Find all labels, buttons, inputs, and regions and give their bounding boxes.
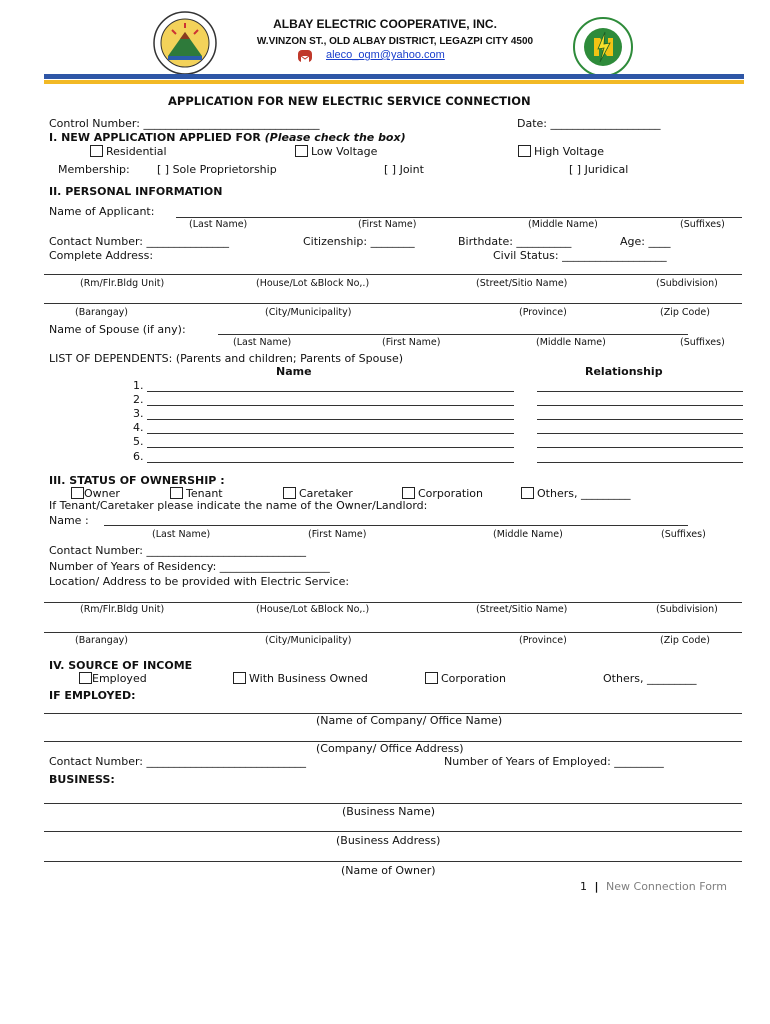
svc-addr-province: (Province) <box>519 635 567 646</box>
addr-zip: (Zip Code) <box>660 307 710 318</box>
address-line-1[interactable] <box>44 274 742 275</box>
addr-street: (Street/Sitio Name) <box>476 278 568 289</box>
spouse-name-line[interactable] <box>218 334 688 335</box>
applicant-middle-name: (Middle Name) <box>528 219 598 230</box>
dependent-name-line-1[interactable] <box>147 391 514 392</box>
ownership-caretaker[interactable]: Caretaker <box>283 487 353 500</box>
option-residential[interactable]: Residential <box>90 145 167 158</box>
dependent-relationship-line-5[interactable] <box>537 447 743 448</box>
dependent-number-3: 3. <box>133 407 144 420</box>
checkbox[interactable] <box>295 145 308 157</box>
tenant-note: If Tenant/Caretaker please indicate the name of the Owner/Landlord: <box>49 499 428 512</box>
owner-name-label: Name : <box>49 514 89 527</box>
addr-unit: (Rm/Flr.Bldg Unit) <box>80 278 165 289</box>
dependent-name-line-2[interactable] <box>147 405 514 406</box>
employer-contact-field[interactable]: Contact Number: _____________________________ <box>49 755 306 768</box>
spouse-name-label: Name of Spouse (if any): <box>49 323 186 336</box>
footer <box>580 880 727 893</box>
business-name-caption: (Business Name) <box>342 805 436 818</box>
header-stripe-gold <box>44 80 744 84</box>
complete-address-label: Complete Address: <box>49 249 154 262</box>
owner-first-name: (First Name) <box>308 529 367 540</box>
svc-addr-street: (Street/Sitio Name) <box>476 604 568 615</box>
dependent-relationship-line-6[interactable] <box>537 462 743 463</box>
dependent-number-2: 2. <box>133 393 144 406</box>
business-name-line[interactable] <box>44 803 742 804</box>
membership-label: Membership: <box>58 163 130 176</box>
checkbox[interactable] <box>425 672 438 684</box>
service-address-line-1[interactable] <box>44 602 742 603</box>
business-owner-caption: (Name of Owner) <box>341 864 436 877</box>
owner-last-name: (Last Name) <box>152 529 211 540</box>
owner-name-line[interactable] <box>104 525 688 526</box>
citizenship-field[interactable]: Citizenship: ________ <box>303 235 415 248</box>
dependents-label: LIST OF DEPENDENTS: (Parents and children; Parents of Spouse) <box>49 352 404 365</box>
applicant-suffixes: (Suffixes) <box>680 219 725 230</box>
dependents-name-header: Name <box>276 365 312 378</box>
income-others[interactable]: Others, _________ <box>603 672 697 685</box>
business-address-line[interactable] <box>44 831 742 832</box>
addr-city: (City/Municipality) <box>265 307 352 318</box>
option-low-voltage[interactable]: Low Voltage <box>295 145 377 158</box>
address-line-2[interactable] <box>44 303 742 304</box>
owner-contact-field[interactable]: Contact Number: _____________________________ <box>49 544 306 557</box>
membership-sole[interactable]: [ ] Sole Proprietorship <box>157 163 277 176</box>
section3-heading: III. STATUS OF OWNERSHIP : <box>49 474 225 487</box>
business-heading: BUSINESS: <box>49 773 115 786</box>
dependent-number-5: 5. <box>133 435 144 448</box>
nea-logo <box>572 16 634 78</box>
addr-province: (Province) <box>519 307 567 318</box>
email-icon <box>298 50 312 62</box>
applicant-last-name: (Last Name) <box>189 219 248 230</box>
spouse-last-name: (Last Name) <box>233 337 292 348</box>
civil-status-field[interactable]: Civil Status: ___________________ <box>493 249 667 262</box>
age-field[interactable]: Age: ____ <box>620 235 671 248</box>
page-number: 1 <box>580 880 587 893</box>
membership-juridical[interactable]: [ ] Juridical <box>569 163 629 176</box>
spouse-suffixes: (Suffixes) <box>680 337 725 348</box>
checkbox[interactable] <box>283 487 296 499</box>
membership-joint[interactable]: [ ] Joint <box>384 163 424 176</box>
income-business[interactable]: With Business Owned <box>233 672 368 685</box>
birthdate-field[interactable]: Birthdate: __________ <box>458 235 572 248</box>
ownership-corporation[interactable]: Corporation <box>402 487 483 500</box>
applicant-first-name: (First Name) <box>358 219 417 230</box>
service-address-line-2[interactable] <box>44 632 742 633</box>
dependent-relationship-line-1[interactable] <box>537 391 743 392</box>
years-residency-field[interactable]: Number of Years of Residency: ____________________ <box>49 560 330 573</box>
company-name-caption: (Name of Company/ Office Name) <box>316 714 503 727</box>
svc-addr-barangay: (Barangay) <box>75 635 128 646</box>
business-address-caption: (Business Address) <box>336 834 441 847</box>
company-address-caption: (Company/ Office Address) <box>316 742 464 755</box>
dependent-name-line-4[interactable] <box>147 433 514 434</box>
svc-addr-unit: (Rm/Flr.Bldg Unit) <box>80 604 165 615</box>
svc-addr-zip: (Zip Code) <box>660 635 710 646</box>
svc-addr-house-lot: (House/Lot &Block No,.) <box>256 604 370 615</box>
dependent-number-1: 1. <box>133 379 144 392</box>
svc-addr-subdivision: (Subdivision) <box>656 604 718 615</box>
section1-heading: I. NEW APPLICATION APPLIED FOR (Please check the box) <box>49 131 406 144</box>
years-employed-field[interactable]: Number of Years of Employed: _________ <box>444 755 664 768</box>
spouse-middle-name: (Middle Name) <box>536 337 606 348</box>
checkbox[interactable] <box>170 487 183 499</box>
control-number-field[interactable]: Control Number: ________________________________ <box>49 117 320 130</box>
org-address: W.VINZON ST., OLD ALBAY DISTRICT, LEGAZPI CITY 4500 <box>256 36 534 47</box>
checkbox[interactable] <box>90 145 103 157</box>
checkbox[interactable] <box>233 672 246 684</box>
org-name: ALBAY ELECTRIC COOPERATIVE, INC. <box>273 17 497 31</box>
checkbox[interactable] <box>521 487 534 499</box>
date-field[interactable]: Date: ____________________ <box>517 117 661 130</box>
owner-middle-name: (Middle Name) <box>493 529 563 540</box>
applicant-name-line[interactable] <box>176 217 742 218</box>
spouse-first-name: (First Name) <box>382 337 441 348</box>
contact-number-field[interactable]: Contact Number: _______________ <box>49 235 229 248</box>
header-stripe-blue <box>44 74 744 79</box>
option-high-voltage[interactable]: High Voltage <box>518 145 604 158</box>
dependent-name-line-3[interactable] <box>147 419 514 420</box>
dependent-relationship-line-2[interactable] <box>537 405 743 406</box>
applicant-name-label: Name of Applicant: <box>49 205 155 218</box>
dependent-number-4: 4. <box>133 421 144 434</box>
checkbox[interactable] <box>71 487 84 499</box>
addr-barangay: (Barangay) <box>75 307 128 318</box>
dependent-relationship-line-3[interactable] <box>537 419 743 420</box>
if-employed-heading: IF EMPLOYED: <box>49 689 136 702</box>
owner-suffixes: (Suffixes) <box>661 529 706 540</box>
footer-label: New Connection Form <box>606 880 727 893</box>
section2-heading: II. PERSONAL INFORMATION <box>49 185 223 198</box>
owner-name-line-business[interactable] <box>44 861 742 862</box>
form-title: APPLICATION FOR NEW ELECTRIC SERVICE CONNECTION <box>168 94 531 108</box>
addr-subdivision: (Subdivision) <box>656 278 718 289</box>
dependent-name-line-6[interactable] <box>147 462 514 463</box>
dependent-name-line-5[interactable] <box>147 447 514 448</box>
dependents-relationship-header: Relationship <box>585 365 663 378</box>
dependent-relationship-line-4[interactable] <box>537 433 743 434</box>
ownership-tenant[interactable]: Tenant <box>170 487 223 500</box>
svc-addr-city: (City/Municipality) <box>265 635 352 646</box>
checkbox[interactable] <box>79 672 92 684</box>
income-employed[interactable]: Employed <box>79 672 147 685</box>
service-location-label: Location/ Address to be provided with Electric Service: <box>49 575 350 588</box>
checkbox[interactable] <box>518 145 531 157</box>
income-corporation[interactable]: Corporation <box>425 672 506 685</box>
ownership-owner[interactable]: Owner <box>71 487 120 500</box>
section4-heading: IV. SOURCE OF INCOME <box>49 659 193 672</box>
email-link[interactable]: aleco_ogm@yahoo.com <box>326 49 445 61</box>
addr-house-lot: (House/Lot &Block No,.) <box>256 278 370 289</box>
ownership-others[interactable]: Others, _________ <box>521 487 630 500</box>
checkbox[interactable] <box>402 487 415 499</box>
footer-separator: | <box>594 880 599 893</box>
dependent-number-6: 6. <box>133 450 144 463</box>
